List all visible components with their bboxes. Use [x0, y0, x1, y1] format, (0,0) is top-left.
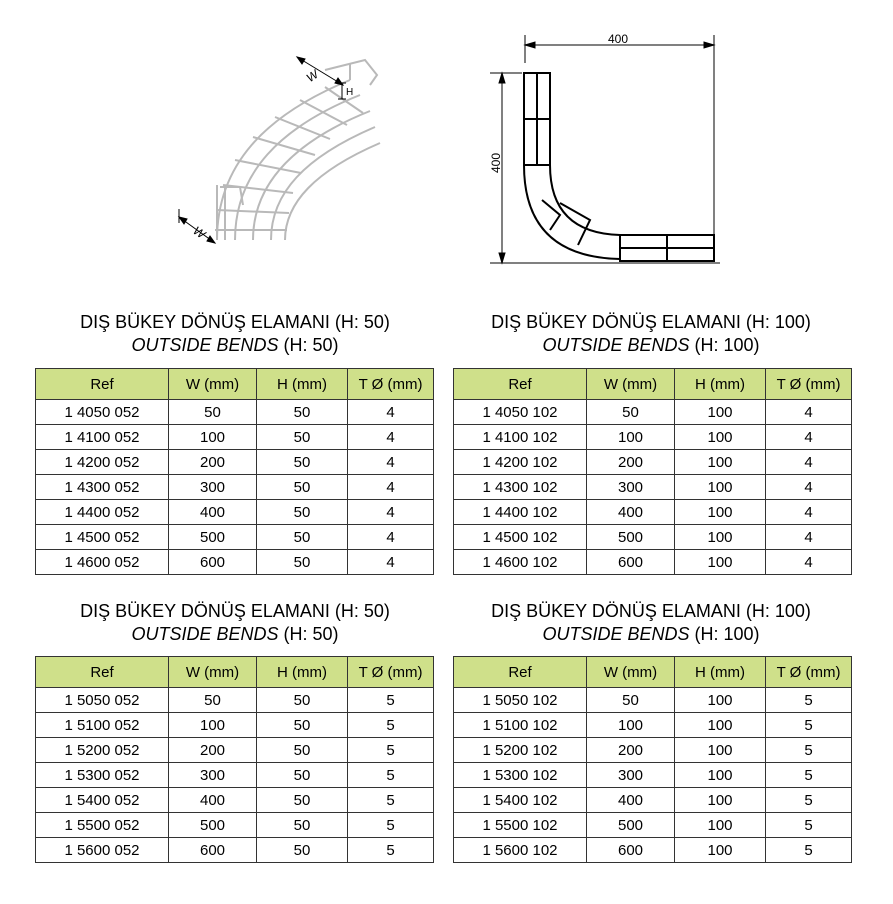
table-1-title-en-suffix: (H: 50)	[278, 335, 339, 355]
cell-h: 100	[675, 450, 766, 475]
cell-ref: 1 5600 052	[36, 838, 169, 863]
table-row	[36, 525, 434, 550]
cell-w: 50	[169, 688, 257, 713]
dim-w-bottom-label: W	[190, 223, 208, 242]
cell-h: 100	[675, 738, 766, 763]
cell-w: 500	[169, 813, 257, 838]
table-row	[36, 713, 434, 738]
table-row	[36, 813, 434, 838]
cell-w: 300	[587, 475, 675, 500]
cell-ref: 1 5050 052	[36, 688, 169, 713]
cell-h: 100	[675, 813, 766, 838]
header-w: W (mm)	[587, 657, 675, 688]
header-w: W (mm)	[169, 657, 257, 688]
cell-h: 50	[257, 713, 348, 738]
cell-ref: 1 5500 052	[36, 813, 169, 838]
cell-t: 5	[348, 813, 434, 838]
cell-h: 50	[257, 400, 348, 425]
table-row	[36, 738, 434, 763]
cell-ref: 1 5600 102	[454, 838, 587, 863]
table-row	[454, 525, 852, 550]
table-4-title-en-italic: OUTSIDE BENDS	[542, 624, 690, 644]
table-row	[454, 425, 852, 450]
table-header-row	[36, 369, 434, 400]
cell-t: 4	[348, 550, 434, 575]
table-3	[35, 656, 434, 863]
table-2-title-en	[451, 334, 851, 357]
table-3-title-en-italic: OUTSIDE BENDS	[131, 624, 279, 644]
table-row	[454, 550, 852, 575]
header-ref: Ref	[454, 657, 587, 688]
cell-t: 5	[348, 713, 434, 738]
cell-h: 100	[675, 788, 766, 813]
table-3-title-en-suffix: (H: 50)	[278, 624, 339, 644]
table-row	[36, 763, 434, 788]
cell-w: 600	[169, 550, 257, 575]
cell-t: 5	[766, 713, 852, 738]
table-row	[454, 475, 852, 500]
cell-t: 5	[766, 688, 852, 713]
cell-ref: 1 5400 102	[454, 788, 587, 813]
cell-h: 100	[675, 688, 766, 713]
table-2-title-en-italic: OUTSIDE BENDS	[542, 335, 690, 355]
table-3-title	[35, 600, 435, 646]
cell-ref: 1 4050 052	[36, 400, 169, 425]
cell-ref: 1 5050 102	[454, 688, 587, 713]
header-h: H (mm)	[675, 657, 766, 688]
cell-t: 5	[348, 688, 434, 713]
cell-t: 4	[348, 500, 434, 525]
cell-h: 100	[675, 763, 766, 788]
cell-ref: 1 4500 052	[36, 525, 169, 550]
cell-h: 50	[257, 425, 348, 450]
table-header-row	[36, 657, 434, 688]
header-h: H (mm)	[675, 369, 766, 400]
cell-h: 100	[675, 500, 766, 525]
cell-ref: 1 4200 052	[36, 450, 169, 475]
table-4-title-en	[451, 623, 851, 646]
cell-ref: 1 4300 052	[36, 475, 169, 500]
table-1-title-en-italic: OUTSIDE BENDS	[131, 335, 279, 355]
table-4-title-en-suffix: (H: 100)	[689, 624, 760, 644]
cell-h: 50	[257, 813, 348, 838]
cell-w: 50	[169, 400, 257, 425]
cell-w: 400	[169, 788, 257, 813]
cell-ref: 1 5300 052	[36, 763, 169, 788]
cell-w: 200	[169, 738, 257, 763]
dim-width-label: 400	[608, 32, 629, 46]
cell-ref: 1 4300 102	[454, 475, 587, 500]
table-row	[36, 400, 434, 425]
cell-h: 50	[257, 500, 348, 525]
table-1-title-en	[35, 334, 435, 357]
table-2	[453, 368, 852, 575]
cell-w: 500	[587, 525, 675, 550]
table-2-title-en-suffix: (H: 100)	[689, 335, 760, 355]
cell-w: 100	[169, 713, 257, 738]
cell-w: 200	[587, 450, 675, 475]
header-w: W (mm)	[169, 369, 257, 400]
cell-h: 50	[257, 475, 348, 500]
header-ref: Ref	[454, 369, 587, 400]
table-row	[36, 550, 434, 575]
cell-w: 100	[587, 425, 675, 450]
cell-w: 300	[169, 763, 257, 788]
cell-ref: 1 4500 102	[454, 525, 587, 550]
cell-h: 100	[675, 550, 766, 575]
cell-w: 50	[587, 688, 675, 713]
cell-t: 5	[766, 763, 852, 788]
cell-ref: 1 5500 102	[454, 813, 587, 838]
cell-w: 100	[587, 713, 675, 738]
cell-h: 50	[257, 688, 348, 713]
cell-ref: 1 5200 052	[36, 738, 169, 763]
table-row	[454, 838, 852, 863]
cell-w: 600	[169, 838, 257, 863]
cell-t: 5	[766, 813, 852, 838]
cell-w: 100	[169, 425, 257, 450]
table-row	[36, 788, 434, 813]
cell-h: 100	[675, 838, 766, 863]
cell-h: 100	[675, 425, 766, 450]
cell-h: 50	[257, 763, 348, 788]
cell-w: 400	[587, 788, 675, 813]
header-h: H (mm)	[257, 369, 348, 400]
cell-t: 4	[766, 475, 852, 500]
table-row	[36, 500, 434, 525]
cell-ref: 1 4600 052	[36, 550, 169, 575]
cell-w: 500	[587, 813, 675, 838]
table-row	[36, 688, 434, 713]
cell-h: 50	[257, 450, 348, 475]
table-4	[453, 656, 852, 863]
table-row	[454, 788, 852, 813]
cell-h: 50	[257, 838, 348, 863]
cell-t: 5	[348, 763, 434, 788]
cell-ref: 1 4400 052	[36, 500, 169, 525]
header-t: T Ø (mm)	[348, 369, 434, 400]
cell-h: 50	[257, 738, 348, 763]
cell-t: 5	[766, 838, 852, 863]
table-3-title-en	[35, 623, 435, 646]
cell-h: 100	[675, 400, 766, 425]
outside-bend-top-view-diagram	[480, 25, 730, 275]
table-row	[454, 450, 852, 475]
cell-ref: 1 4100 052	[36, 425, 169, 450]
cell-h: 50	[257, 550, 348, 575]
cell-t: 4	[348, 425, 434, 450]
cell-ref: 1 4400 102	[454, 500, 587, 525]
cell-t: 4	[348, 400, 434, 425]
cell-ref: 1 5300 102	[454, 763, 587, 788]
dim-height-label: 400	[489, 152, 503, 173]
cell-ref: 1 5100 102	[454, 713, 587, 738]
cell-w: 400	[587, 500, 675, 525]
table-row	[36, 450, 434, 475]
header-h: H (mm)	[257, 657, 348, 688]
cell-t: 5	[766, 738, 852, 763]
table-row	[454, 400, 852, 425]
header-ref: Ref	[36, 657, 169, 688]
cell-t: 4	[766, 500, 852, 525]
cell-h: 50	[257, 788, 348, 813]
header-t: T Ø (mm)	[348, 657, 434, 688]
cell-t: 5	[348, 738, 434, 763]
table-row	[36, 838, 434, 863]
dim-h-label: H	[346, 87, 354, 98]
cell-h: 100	[675, 525, 766, 550]
cell-t: 4	[348, 450, 434, 475]
cell-ref: 1 5100 052	[36, 713, 169, 738]
header-t: T Ø (mm)	[766, 369, 852, 400]
table-row	[454, 688, 852, 713]
header-ref: Ref	[36, 369, 169, 400]
table-header-row	[454, 657, 852, 688]
table-row	[454, 500, 852, 525]
cell-h: 50	[257, 525, 348, 550]
cell-w: 50	[587, 400, 675, 425]
cell-t: 4	[348, 475, 434, 500]
outside-bend-perspective-diagram	[165, 45, 390, 260]
cell-w: 400	[169, 500, 257, 525]
table-header-row	[454, 369, 852, 400]
cell-t: 4	[766, 525, 852, 550]
cell-ref: 1 4600 102	[454, 550, 587, 575]
cell-t: 5	[766, 788, 852, 813]
table-row	[454, 738, 852, 763]
table-1-title	[35, 311, 435, 357]
table-row	[454, 763, 852, 788]
table-1-title-tr: DIŞ BÜKEY DÖNÜŞ ELAMANI (H: 50)	[80, 312, 390, 332]
cell-ref: 1 4100 102	[454, 425, 587, 450]
cell-t: 4	[766, 450, 852, 475]
cell-t: 4	[766, 550, 852, 575]
cell-w: 600	[587, 550, 675, 575]
table-row	[36, 475, 434, 500]
cell-t: 4	[766, 425, 852, 450]
dim-w-top-label: W	[303, 67, 322, 86]
cell-t: 4	[766, 400, 852, 425]
table-row	[454, 813, 852, 838]
table-2-title-tr: DIŞ BÜKEY DÖNÜŞ ELAMANI (H: 100)	[491, 312, 811, 332]
cell-ref: 1 4050 102	[454, 400, 587, 425]
cell-w: 600	[587, 838, 675, 863]
cell-w: 500	[169, 525, 257, 550]
cell-h: 100	[675, 475, 766, 500]
cell-w: 300	[587, 763, 675, 788]
cell-ref: 1 5200 102	[454, 738, 587, 763]
table-row	[36, 425, 434, 450]
cell-w: 200	[587, 738, 675, 763]
cell-ref: 1 5400 052	[36, 788, 169, 813]
cell-t: 5	[348, 838, 434, 863]
header-w: W (mm)	[587, 369, 675, 400]
cell-w: 200	[169, 450, 257, 475]
cell-ref: 1 4200 102	[454, 450, 587, 475]
cell-h: 100	[675, 713, 766, 738]
table-row	[454, 713, 852, 738]
cell-w: 300	[169, 475, 257, 500]
table-2-title	[451, 311, 851, 357]
header-t: T Ø (mm)	[766, 657, 852, 688]
table-1	[35, 368, 434, 575]
table-3-title-tr: DIŞ BÜKEY DÖNÜŞ ELAMANI (H: 50)	[80, 601, 390, 621]
cell-t: 4	[348, 525, 434, 550]
table-4-title-tr: DIŞ BÜKEY DÖNÜŞ ELAMANI (H: 100)	[491, 601, 811, 621]
cell-t: 5	[348, 788, 434, 813]
table-4-title	[451, 600, 851, 646]
